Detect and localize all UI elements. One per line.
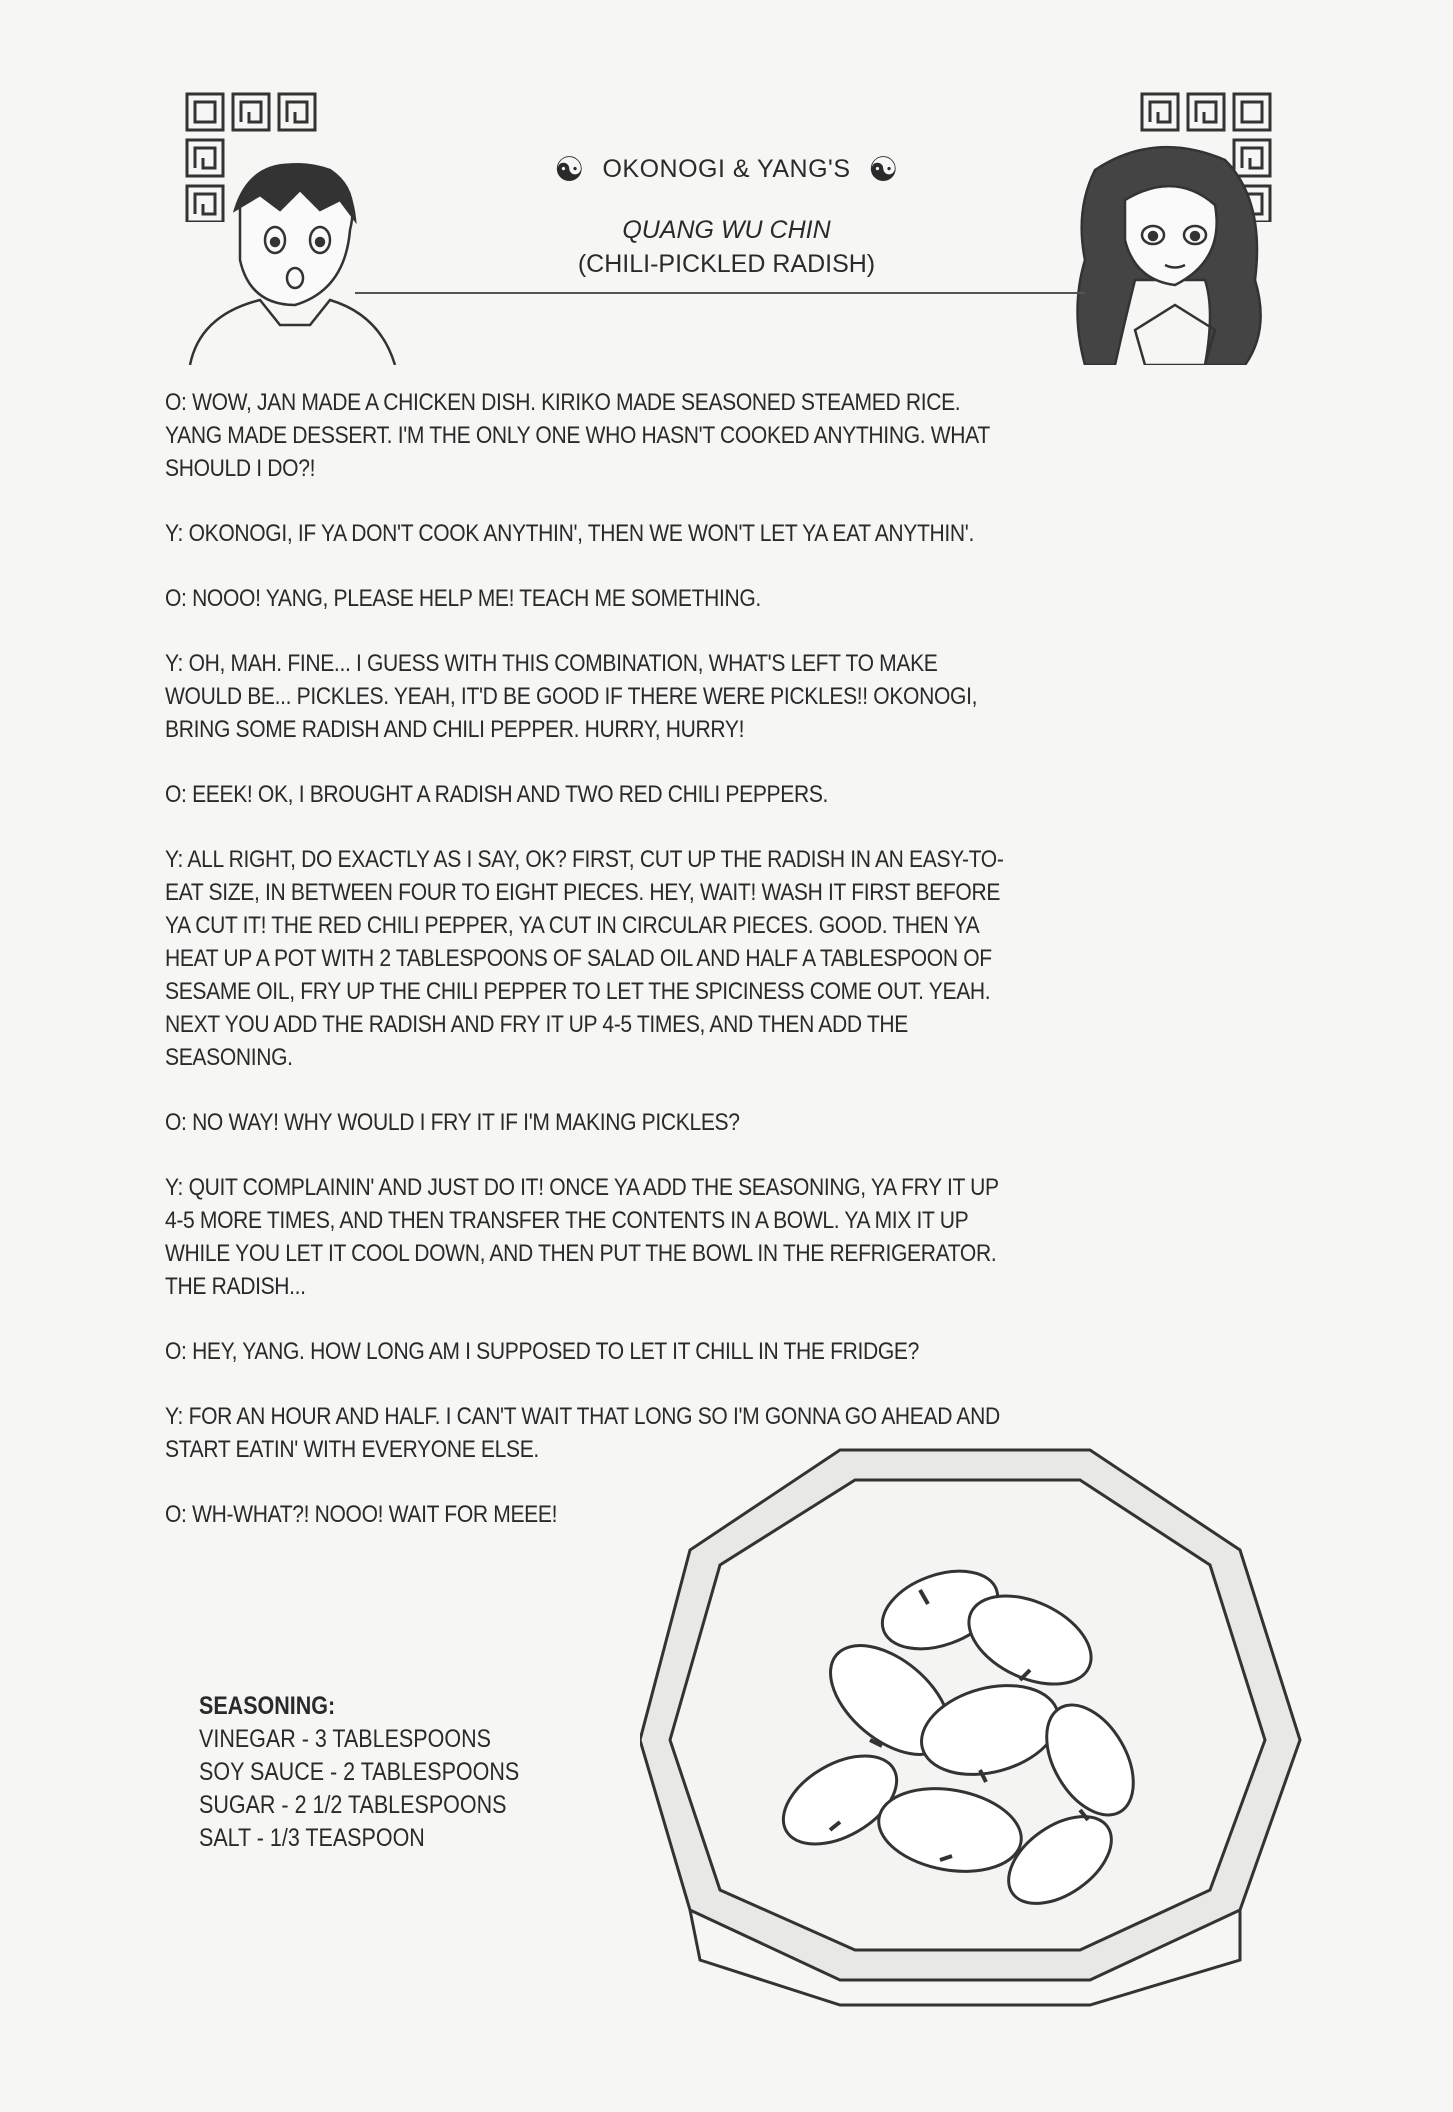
pickled-radish-bowl-illustration [640, 1440, 1310, 2010]
dialogue-line: Y: QUIT COMPLAININ' AND JUST DO IT! ONCE YA ADD THE SEASONING, YA FRY IT UP [165, 1174, 999, 1201]
dialogue-line: YANG MADE DESSERT. I'M THE ONLY ONE WHO HASN'T COOKED ANYTHING. WHAT [165, 422, 990, 449]
dialogue-paragraph [165, 582, 1325, 615]
dialogue-paragraph [165, 843, 1325, 1074]
dialogue-paragraph [165, 1171, 1325, 1303]
seasoning-item: SALT - 1/3 TEASPOON [199, 1824, 425, 1852]
dish-subtitle: (CHILI-PICKLED RADISH) [577, 250, 876, 278]
dialogue-line: NEXT YOU ADD THE RADISH AND FRY IT UP 4-5 TIMES, AND THEN ADD THE [165, 1011, 909, 1038]
dialogue-line: O: WOW, JAN MADE A CHICKEN DISH. KIRIKO MADE SEASONED STEAMED RICE. [165, 389, 961, 416]
recipe-header [0, 150, 1453, 190]
yin-yang-icon: ☯ [554, 151, 586, 189]
seasoning-item: SUGAR - 2 1/2 TABLESPOONS [199, 1791, 507, 1819]
dialogue-paragraph [165, 517, 1325, 550]
dialogue-paragraph [165, 386, 1325, 485]
seasoning-item: SOY SAUCE - 2 TABLESPOONS [199, 1758, 520, 1786]
dialogue-line: SESAME OIL, FRY UP THE CHILI PEPPER TO LET THE SPICINESS COME OUT. YEAH. [165, 978, 991, 1005]
header-divider [355, 292, 1085, 294]
dialogue-line: O: HEY, YANG. HOW LONG AM I SUPPOSED TO LET IT CHILL IN THE FRIDGE? [165, 1338, 920, 1365]
dialogue-line: O: EEEK! OK, I BROUGHT A RADISH AND TWO RED CHILI PEPPERS. [165, 781, 829, 808]
dialogue-line: EAT SIZE, IN BETWEEN FOUR TO EIGHT PIECES. HEY, WAIT! WASH IT FIRST BEFORE [165, 879, 1001, 906]
dialogue-paragraph [165, 1335, 1325, 1368]
seasoning-item: VINEGAR - 3 TABLESPOONS [199, 1725, 491, 1753]
dialogue-line: YA CUT IT! THE RED CHILI PEPPER, YA CUT IN CIRCULAR PIECES. GOOD. THEN YA [165, 912, 980, 939]
dialogue-line: WOULD BE... PICKLES. YEAH, IT'D BE GOOD IF THERE WERE PICKLES!! OKONOGI, [165, 683, 978, 710]
dialogue-line: Y: FOR AN HOUR AND HALF. I CAN'T WAIT THAT LONG SO I'M GONNA GO AHEAD AND [165, 1403, 1000, 1430]
dialogue-paragraph [165, 778, 1325, 811]
dialogue-line: SEASONING. [165, 1044, 293, 1071]
dialogue-paragraph [165, 647, 1325, 746]
seasoning-list [199, 1690, 571, 1855]
dialogue-line: BRING SOME RADISH AND CHILI PEPPER. HURRY, HURRY! [165, 716, 745, 743]
dialogue-line: Y: ALL RIGHT, DO EXACTLY AS I SAY, OK? FIRST, CUT UP THE RADISH IN AN EASY-TO- [165, 846, 1004, 873]
dialogue-line: O: NOOO! YANG, PLEASE HELP ME! TEACH ME SOMETHING. [165, 585, 761, 612]
header-title: OKONOGI & YANG'S [602, 154, 851, 183]
dialogue [165, 386, 1325, 1563]
dialogue-line: O: NO WAY! WHY WOULD I FRY IT IF I'M MAKING PICKLES? [165, 1109, 740, 1136]
dialogue-line: 4-5 MORE TIMES, AND THEN TRANSFER THE CONTENTS IN A BOWL. YA MIX IT UP [165, 1207, 969, 1234]
seasoning-heading: SEASONING: [199, 1692, 336, 1720]
dialogue-line: WHILE YOU LET IT COOL DOWN, AND THEN PUT THE BOWL IN THE REFRIGERATOR. [165, 1240, 997, 1267]
dish-name: QUANG WU CHIN [622, 216, 831, 244]
dialogue-line: O: WH-WHAT?! NOOO! WAIT FOR MEEE! [165, 1501, 558, 1528]
dialogue-line: Y: OKONOGI, IF YA DON'T COOK ANYTHIN', THEN WE WON'T LET YA EAT ANYTHIN'. [165, 520, 974, 547]
dialogue-line: THE RADISH... [165, 1273, 306, 1300]
yin-yang-icon: ☯ [867, 151, 899, 189]
dialogue-line: SHOULD I DO?! [165, 455, 316, 482]
dialogue-line: Y: OH, MAH. FINE... I GUESS WITH THIS COMBINATION, WHAT'S LEFT TO MAKE [165, 650, 938, 677]
dialogue-line: START EATIN' WITH EVERYONE ELSE. [165, 1436, 539, 1463]
dialogue-line: HEAT UP A POT WITH 2 TABLESPOONS OF SALAD OIL AND HALF A TABLESPOON OF [165, 945, 992, 972]
dialogue-paragraph [165, 1106, 1325, 1139]
